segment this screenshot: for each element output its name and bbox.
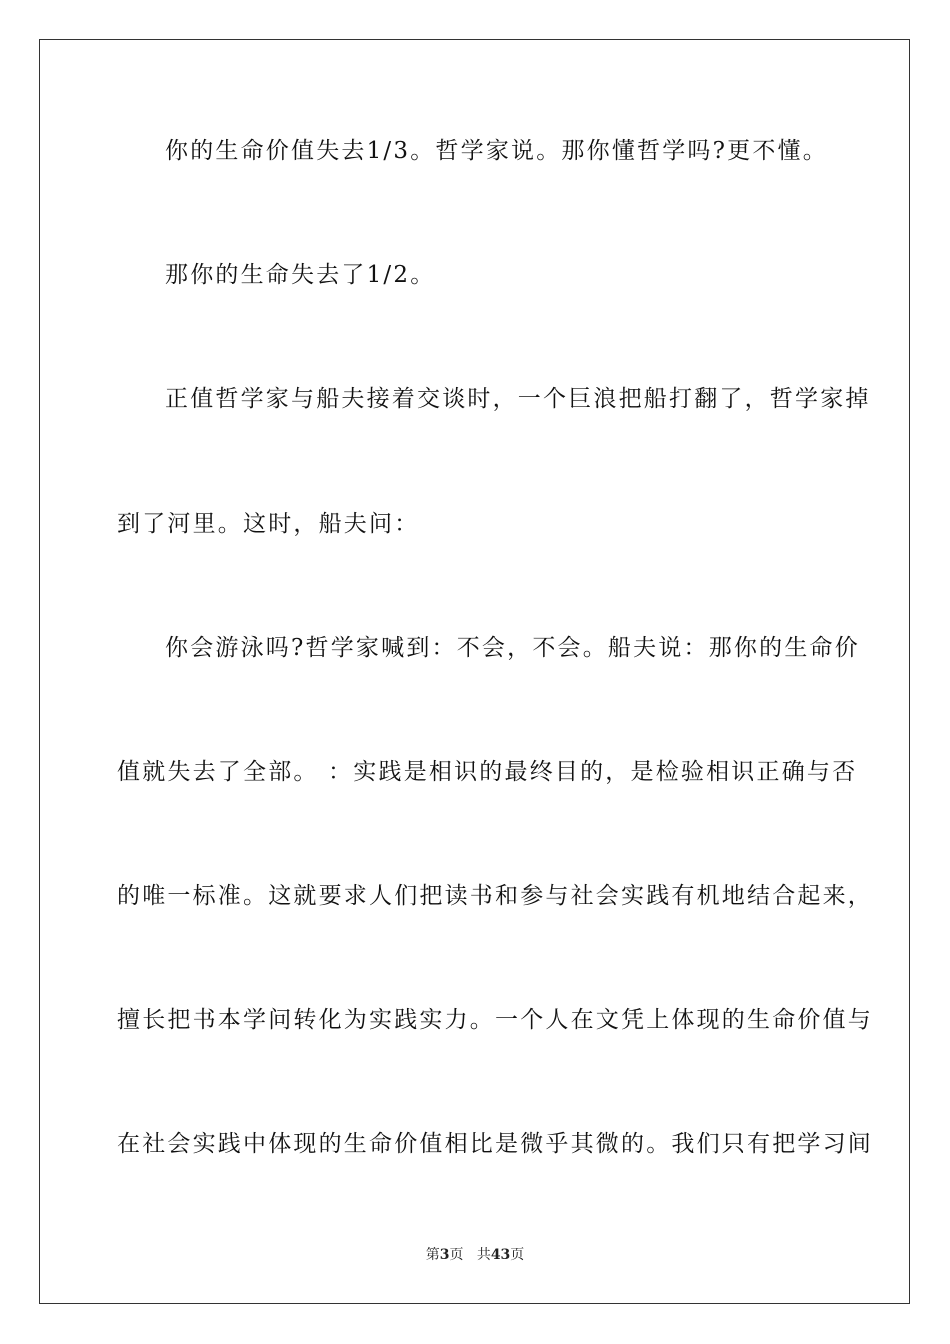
text-line-5: 你会游泳吗?哲学家喊到：不会，不会。船夫说：那你的生命价 [165,635,860,661]
text-line-9: 在社会实践中体现的生命价值相比是微乎其微的。我们只有把学习间 [117,1131,873,1157]
total-prefix: 共 [476,1247,491,1263]
text-line-2: 那你的生命失去了1/2。 [165,262,436,288]
text-line-3: 正值哲学家与船夫接着交谈时，一个巨浪把船打翻了，哲学家掉 [165,386,871,412]
page-number: 3 [439,1247,450,1263]
total-suffix: 页 [510,1247,525,1263]
text-line-6: 值就失去了全部。 ：实践是相识的最终目的，是检验相识正确与否 [117,759,858,785]
text-line-8: 擅长把书本学问转化为实践实力。一个人在文凭上体现的生命价值与 [117,1007,873,1033]
page-footer [0,1246,950,1264]
total-pages: 43 [490,1247,511,1263]
text-line-1: 你的生命价值失去1/3。哲学家说。那你懂哲学吗?更不懂。 [165,138,828,164]
text-line-4: 到了河里。这时，船夫问： [117,511,420,537]
page-prefix: 第 [425,1247,440,1263]
page-suffix: 页 [449,1247,464,1263]
page-frame [39,39,910,1304]
text-line-7: 的唯一标准。这就要求人们把读书和参与社会实践有机地结合起来， [117,883,873,909]
